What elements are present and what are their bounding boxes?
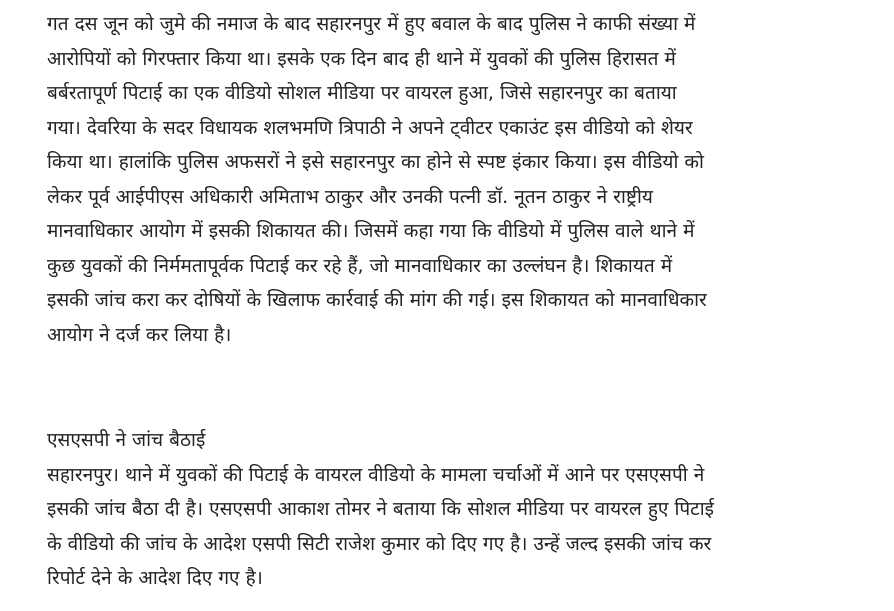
paragraph-line: रिपोर्ट देने के आदेश दिए गए है। [47, 567, 263, 589]
paragraph-line: आरोपियों को गिरफ्तार किया था। इसके एक दिन बाद ही थाने में युवकों की पुलिस हिरासत में [47, 47, 676, 70]
paragraph-line: लेकर पूर्व आईपीएस अधिकारी अमिताभ ठाकुर और उनकी पत्नी डॉ. नूतन ठाकुर ने राष्ट्रीय [47, 185, 653, 208]
paragraph-line: सहारनपुर। थाने में युवकों की पिटाई के वायरल वीडियो के मामला चर्चाओं में आने पर एसएसपी ने [47, 463, 705, 486]
paragraph-line: किया था। हालांकि पुलिस अफसरों ने इसे सहारनपुर का होने से स्पष्ट इंकार किया। इस वीडियो को [47, 151, 704, 173]
paragraph-line: के वीडियो की जांच के आदेश एसपी सिटी राजेश कुमार को दिए गए है। उन्हें जल्द इसकी जांच कर [47, 532, 712, 555]
article-section-ssp [47, 423, 714, 596]
section-subheading: एसएसपी ने जांच बैठाई [47, 429, 206, 451]
paragraph-line: गया। देवरिया के सदर विधायक शलभमणि त्रिपाठी ने अपने ट्वीटर एकाउंट इस वीडियो को शेयर [47, 116, 693, 139]
paragraph-line: इसकी जांच करा कर दोषियों के खिलाफ कार्रवाई की मांग की गई। इस शिकायत को मानवाधिकार [47, 289, 707, 311]
paragraph-line: मानवाधिकार आयोग में इसकी शिकायत की। जिसमें कहा गया कि वीडियो में पुलिस वाले थाने में [47, 220, 695, 242]
article-paragraph-1 [47, 7, 707, 352]
paragraph-line: कुछ युवकों की निर्ममतापूर्वक पिटाई कर रहे हैं, जो मानवाधिकार का उल्लंघन है। शिकायत में [47, 254, 673, 277]
paragraph-line: आयोग ने दर्ज कर लिया है। [47, 323, 232, 346]
paragraph-line: बर्बरतापूर्ण पिटाई का एक वीडियो सोशल मीडिया पर वायरल हुआ, जिसे सहारनपुर का बताया [47, 82, 677, 104]
paragraph-line: गत दस जून को जुमे की नमाज के बाद सहारनपुर में हुए बवाल के बाद पुलिस ने काफी संख्या में [47, 13, 696, 35]
paragraph-line: इसकी जांच बैठा दी है। एसएसपी आकाश तोमर ने बताया कि सोशल मीडिया पर वायरल हुए पिटाई [47, 498, 714, 520]
